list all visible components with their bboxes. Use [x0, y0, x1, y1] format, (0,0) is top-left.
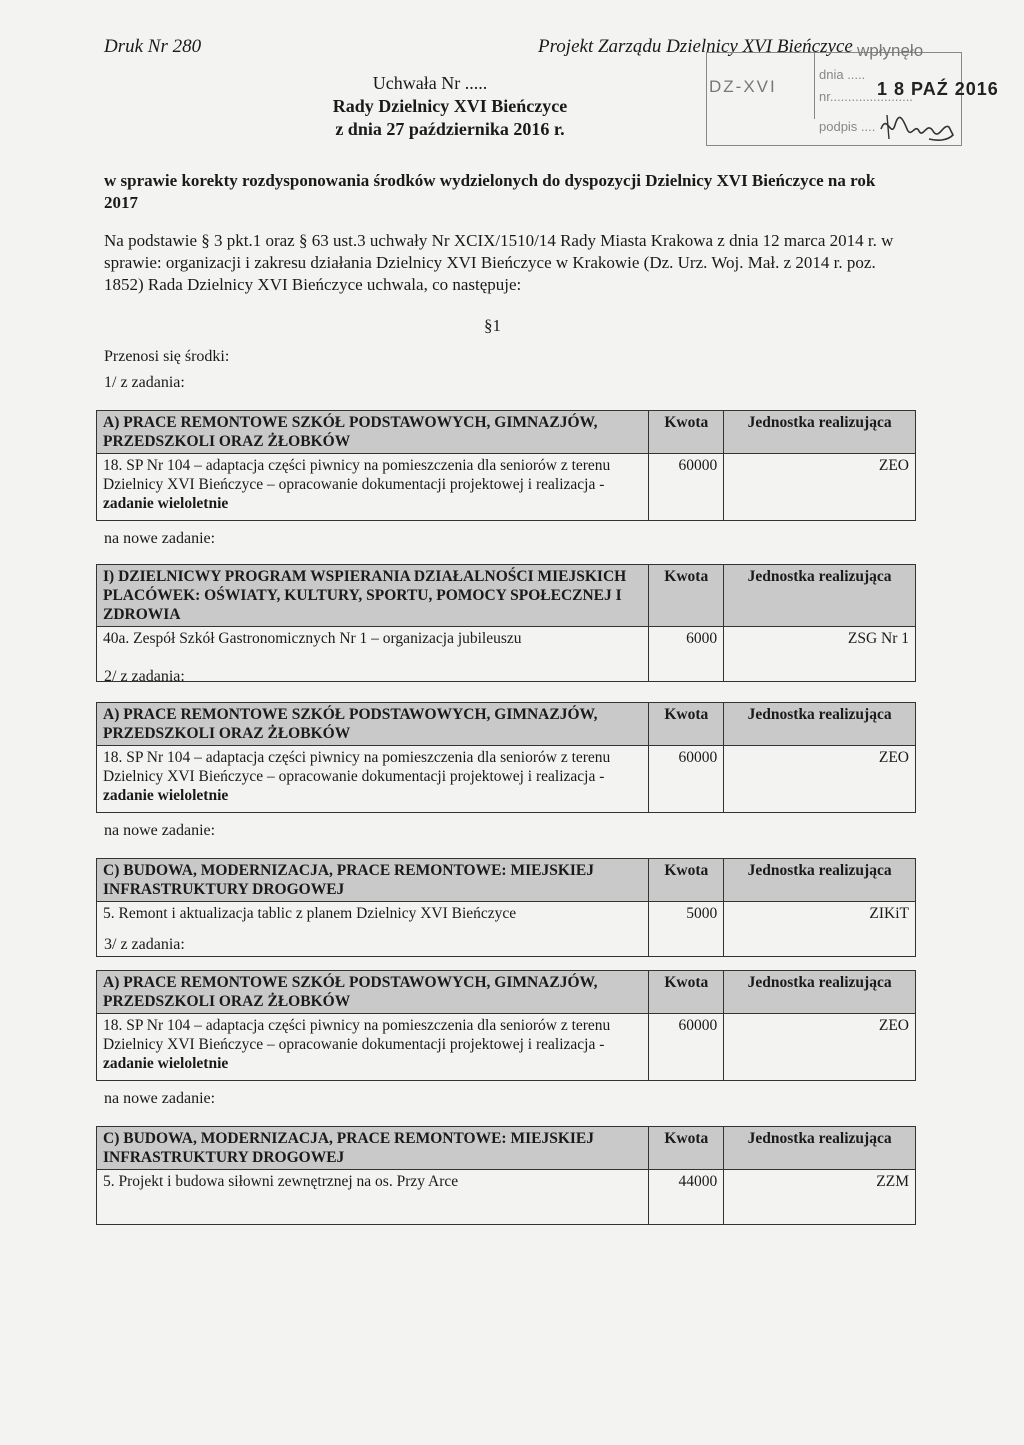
table-row [97, 902, 916, 957]
handwritten-signature [877, 109, 955, 143]
task-amount: 60000 [649, 746, 724, 813]
table-row [97, 454, 916, 521]
table-header-row [97, 411, 916, 454]
legal-basis: Na podstawie § 3 pkt.1 oraz § 63 ust.3 uchwały Nr XCIX/1510/14 Rady Miasta Krakowa z dnia 12 marca 2014 r. w sprawie: organizacji i zakresu działania Dzielnicy XVI Bieńczyce w Krakowie (Dz. Urz. Woj. Mał. z 2014 r. poz. 1852) Rada Dzielnicy XVI Bieńczyce uchwala, co następuje: [104, 231, 894, 294]
project-note: Projekt Zarządu Dzielnicy XVI Bieńczyce [538, 36, 853, 57]
budget-table-5 [96, 970, 916, 1081]
stamp-received-label: wpłynęło [857, 41, 924, 60]
task-amount: 6000 [649, 627, 724, 682]
resolution-subject: w sprawie korekty rozdysponowania środków wydzielonych do dyspozycji Dzielnicy XVI Bieńczyce na rok 2017 [104, 171, 876, 212]
task-amount: 44000 [649, 1170, 724, 1225]
stamp-date: 1 8 PAŹ 2016 [877, 79, 999, 99]
section-mark: §1 [484, 316, 501, 335]
table-row [97, 627, 916, 682]
amount-header: Kwota [649, 703, 724, 746]
budget-table-2 [96, 564, 916, 682]
from-task-label-2: 2/ z zadania: [104, 668, 185, 685]
unit-header: Jednostka realizująca [724, 703, 916, 746]
druk-number: Druk Nr 280 [104, 36, 202, 57]
new-task-label-3: na nowe zadanie: [104, 1090, 216, 1107]
resolution-date: z dnia 27 października 2016 r. [335, 119, 565, 139]
budget-table-3 [96, 702, 916, 813]
task-amount: 60000 [649, 1014, 724, 1081]
stamp-unit: DZ-XVI [707, 53, 815, 119]
amount-header: Kwota [649, 971, 724, 1014]
task-category: C) BUDOWA, MODERNIZACJA, PRACE REMONTOWE: MIEJSKIEJ INFRASTRUKTURY DROGOWEJ [97, 1127, 649, 1170]
unit-header: Jednostka realizująca [724, 565, 916, 627]
new-task-label-2: na nowe zadanie: [104, 822, 216, 839]
resolution-title [270, 72, 630, 141]
task-unit: ZIKiT [724, 902, 916, 957]
task-description: 5. Projekt i budowa siłowni zewnętrznej na os. Przy Arce [97, 1170, 649, 1225]
task-amount: 5000 [649, 902, 724, 957]
transfer-label: Przenosi się środki: [104, 348, 230, 365]
task-unit: ZEO [724, 454, 916, 521]
amount-header: Kwota [649, 859, 724, 902]
stamp-number-field: nr....................... [819, 89, 913, 104]
budget-table-1 [96, 410, 916, 521]
new-task-label-1: na nowe zadanie: [104, 530, 216, 547]
amount-header: Kwota [649, 411, 724, 454]
table-header-row [97, 859, 916, 902]
resolution-number: Uchwała Nr ..... [372, 73, 488, 93]
resolution-council: Rady Dzielnicy XVI Bieńczyce [332, 96, 568, 116]
unit-header: Jednostka realizująca [724, 1127, 916, 1170]
task-category: A) PRACE REMONTOWE SZKÓŁ PODSTAWOWYCH, GIMNAZJÓW, PRZEDSZKOLI ORAZ ŻŁOBKÓW [97, 411, 649, 454]
table-header-row [97, 565, 916, 627]
unit-header: Jednostka realizująca [724, 971, 916, 1014]
task-unit: ZEO [724, 1014, 916, 1081]
task-description: 5. Remont i aktualizacja tablic z planem Dzielnicy XVI Bieńczyce [97, 902, 649, 957]
amount-header: Kwota [649, 1127, 724, 1170]
table-header-row [97, 971, 916, 1014]
stamp-date-field: dnia ..... [819, 67, 866, 82]
budget-table-6 [96, 1126, 916, 1225]
amount-header: Kwota [649, 565, 724, 627]
task-unit: ZSG Nr 1 [724, 627, 916, 682]
unit-header: Jednostka realizująca [724, 411, 916, 454]
task-category: C) BUDOWA, MODERNIZACJA, PRACE REMONTOWE: MIEJSKIEJ INFRASTRUKTURY DROGOWEJ [97, 859, 649, 902]
from-task-label-1: 1/ z zadania: [104, 374, 185, 391]
table-header-row [97, 703, 916, 746]
task-description: 40a. Zespół Szkół Gastronomicznych Nr 1 – organizacja jubileuszu [97, 627, 649, 682]
table-header-row [97, 1127, 916, 1170]
unit-header: Jednostka realizująca [724, 859, 916, 902]
task-description: 18. SP Nr 104 – adaptacja części piwnicy na pomieszczenia dla seniorów z terenu Dzielnicy XVI Bieńczyce – opracowanie dokumentacji projektowej i realizacja - zadanie wieloletnie [97, 454, 649, 521]
task-unit: ZZM [724, 1170, 916, 1225]
table-row [97, 1014, 916, 1081]
task-amount: 60000 [649, 454, 724, 521]
task-category: A) PRACE REMONTOWE SZKÓŁ PODSTAWOWYCH, GIMNAZJÓW, PRZEDSZKOLI ORAZ ŻŁOBKÓW [97, 703, 649, 746]
table-row [97, 746, 916, 813]
table-row [97, 1170, 916, 1225]
task-description: 18. SP Nr 104 – adaptacja części piwnicy na pomieszczenia dla seniorów z terenu Dzielnicy XVI Bieńczyce – opracowanie dokumentacji projektowej i realizacja - zadanie wieloletnie [97, 1014, 649, 1081]
received-stamp [706, 41, 999, 146]
task-description: 18. SP Nr 104 – adaptacja części piwnicy na pomieszczenia dla seniorów z terenu Dzielnicy XVI Bieńczyce – opracowanie dokumentacji projektowej i realizacja - zadanie wieloletnie [97, 746, 649, 813]
task-category: A) PRACE REMONTOWE SZKÓŁ PODSTAWOWYCH, GIMNAZJÓW, PRZEDSZKOLI ORAZ ŻŁOBKÓW [97, 971, 649, 1014]
from-task-label-3: 3/ z zadania: [104, 936, 185, 953]
task-unit: ZEO [724, 746, 916, 813]
stamp-signature-field: podpis .... [819, 119, 876, 134]
task-category: I) DZIELNICWY PROGRAM WSPIERANIA DZIAŁALNOŚCI MIEJSKICH PLACÓWEK: OŚWIATY, KULTURY, SPORTU, POMOCY SPOŁECZNEJ I ZDROWIA [97, 565, 649, 627]
budget-table-4 [96, 858, 916, 957]
